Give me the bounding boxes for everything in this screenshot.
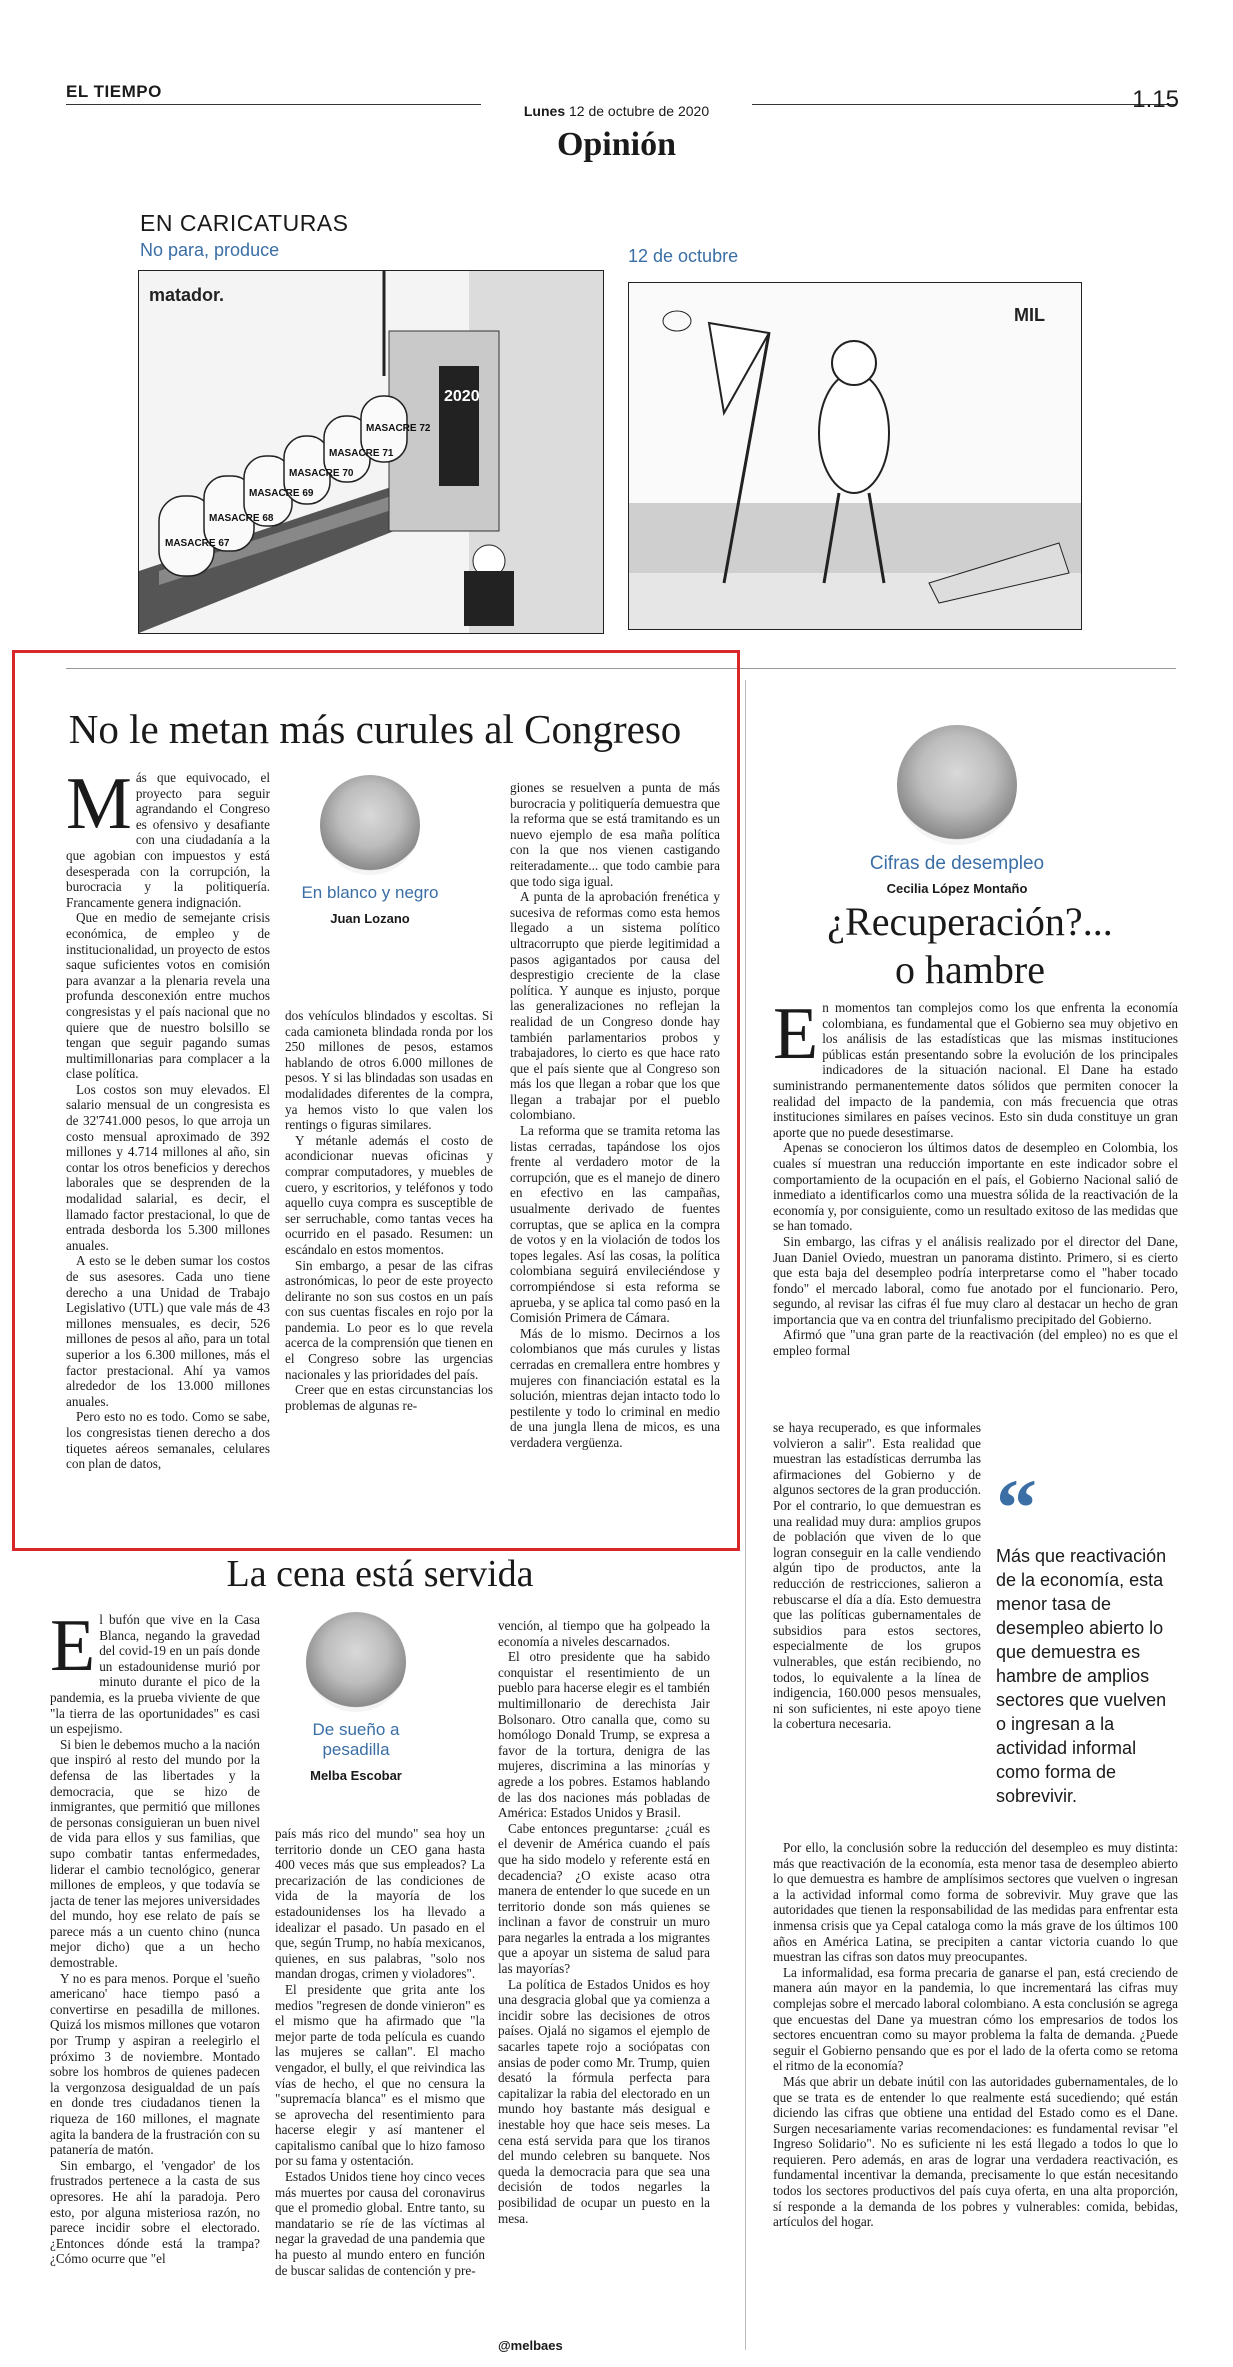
article2-author-photo bbox=[306, 1612, 406, 1712]
dateline bbox=[0, 103, 1233, 119]
article1-author-photo bbox=[320, 775, 420, 875]
article2-headline: La cena está servida bbox=[226, 1553, 534, 1595]
article2-paragraph: Estados Unidos tiene hoy cinco veces más muertes por causa del coronavirus que el promedio global. Entre tanto, su mandatario se ríe de las víctimas al negar la gravedad de una pandemia que ha puesto al mundo entero en función de buscar salidas de contención y pre- bbox=[275, 2169, 485, 2278]
article3-author-photo bbox=[897, 725, 1017, 845]
article2-handle: @melbaes bbox=[498, 2338, 563, 2353]
article1-col1 bbox=[66, 770, 270, 1525]
article2-col1 bbox=[50, 1612, 260, 2350]
article1-paragraph: A esto se le deben sumar los costos de sus asesores. Cada uno tiene derecho a una Unidad de Trabajo Legislativo (UTL) que vale más de 43 millones mensuales, es decir, 526 millones de pesos al año, para un total superior a los 6.300 millones, más el factor prestacional. Ahí ya vamos alrededor de los 13.000 millones anuales. bbox=[66, 1253, 270, 1409]
article2-paragraph: Cabe entonces preguntarse: ¿cuál es el devenir de América cuando el país que ha sido modelo y referente está en decadencia? ¿O existe acaso otra manera de entender lo que sucede en un territorio donde son más quienes se inclinan a favor de construir un muro para negarles la entrada a los migrantes que a apoyar un sistema de salud para las mayorías? bbox=[498, 1820, 710, 1977]
column-divider bbox=[745, 680, 746, 2350]
article1-paragraph: Más de lo mismo. Decirnos a los colombianos que más curules y listas cerradas en cremallera entre hombres y mujeres con financiación estatal es la solución, mientras dejan intacto todo lo pestilente y todo lo criminal en medio de una jungla llena de micos, es una verdadera vergüenza. bbox=[510, 1325, 720, 1450]
dateline-day: Lunes bbox=[523, 103, 566, 119]
masthead: EL TIEMPO bbox=[66, 82, 162, 101]
article1-col3 bbox=[510, 780, 720, 1525]
article1-column-name: En blanco y negro bbox=[301, 883, 439, 902]
article2-author: Melba Escobar bbox=[310, 1768, 402, 1783]
article1-paragraph: giones se resuelven a punta de más burocracia y politiquería demuestra que la reforma que se está tramitando es un nuevo ejemplo de esa maña política con la que nos vienen castigando reiteradamente... que todo cambie para que todo siga igual. bbox=[510, 780, 720, 889]
article2-col3 bbox=[498, 1618, 710, 2332]
article3-dropcap: E bbox=[773, 1000, 819, 1075]
article1-paragraph: Y métanle además el costo de acondicionar nuevas oficinas y comprar computadores, y muebles de cuero, y escritorios, y teléfonos y todo aquello cuya compra es susceptible de ser serruchable, como tantas veces ha ocurrido en el pasado. Resumen: un escándalo en estos momentos. bbox=[285, 1132, 493, 1257]
article2-paragraph: vención, al tiempo que ha golpeado la economía a niveles descarnados. bbox=[498, 1618, 710, 1649]
article1-paragraph: Que en medio de semejante crisis económica, de empleo y de institucionalidad, un proyecto de estos saque suficientes votos en comisión para avanzar a la plenaria revela una profunda desconexión entre muchos congresistas y el país nacional que no quiere que de nuestro bolsillo se tengan que seguir pagando sumas multimillonarias para complacer a la clase política. bbox=[66, 910, 270, 1082]
article1-author-block bbox=[300, 775, 440, 926]
article3-paragraph: se haya recuperado, es que informales volvieron a salir". Esta realidad que muestran las estadísticas derrumba las afirmaciones del Gobierno y de algunos sectores de la gran producción. Por el contrario, lo que demuestran es una realidad muy dura: amplios grupos de población que viven de lo que logran conseguir en la calle vendiendo algún tipo de productos, ante la reducción de restricciones, salieron a rebuscarse el día a día. Esto demuestra que las políticas gubernamentales de subsidios para estos sectores, especialmente de los grupos vulnerables, que están recibiendo, no todos, lo equivalente a la línea de indigencia, 160.000 pesos mensuales, ni son suficientes, ni este apoyo tiene la cobertura necesaria. bbox=[773, 1420, 981, 1732]
article1-author: Juan Lozano bbox=[330, 911, 410, 926]
article1-dropcap: M bbox=[66, 770, 132, 845]
cartoon-left bbox=[138, 270, 604, 634]
article2-author-block bbox=[286, 1612, 426, 1783]
article3-paragraph: La informalidad, esa forma precaria de ganarse el pan, está creciendo de manera aún mayor en la pandemia, lo que incrementará las cifras muy complejas sobre el mercado laboral colombiano. A esta conclusión se agrega que encuestas del Dane ya muestran cómo los empresarios de todos los sectores encuentran como su mayor problema la falta de demanda. ¿Puede seguir el Gobierno pensando que es por el lado de la oferta como se retoma el ritmo de la economía? bbox=[773, 1964, 1178, 2074]
article3-paragraph: Más que abrir un debate inútil con las autoridades gubernamentales, de lo que se trata es de entender lo que realmente está sucediendo; qué están diciendo las cifras que obtiene una entidad del Estado como es el Dane. Surgen necesariamente varias recomendaciones: es fundamental revisar "el Ingreso Solidario". No es suficiente ni les está llegado a todos lo que lo requieren. Pero además, en aras de lograr una verdadera reactivación, es fundamental incentivar la demanda, precisamente lo que están necesitando todos los sectores productivos del país cuya oferta, en una alta proporción, sí responde a la demanda de los pobres y vulnerables: comida, bebidas, artículos del hogar. bbox=[773, 2073, 1178, 2230]
article1-paragraph: ás que equivocado, el proyecto para seguir agrandando el Congreso es ofensivo y desafiante con una ciudadanía a la que agobian con impuestos y está desesperada con la corrupción, la burocracia y la politiquería. Francamente genera indignación. bbox=[66, 770, 270, 910]
article1-paragraph: dos vehículos blindados y escoltas. Si cada camioneta blindada ronda por los 250 millones de pesos, estamos hablando de otros 6.000 millones de pesos. Y si las blindadas son usadas en modalidades diferentes de la compra, ya hemos visto lo que valen los rentings o figuras similares. bbox=[285, 1008, 493, 1133]
article3-body-mid bbox=[773, 1420, 981, 1840]
dateline-date: 12 de octubre de 2020 bbox=[569, 103, 710, 119]
tombstone-69: MASACRE 69 bbox=[249, 488, 314, 499]
article3-headline-line1: ¿Recuperación?... bbox=[827, 899, 1113, 944]
cartoon-year: 2020 bbox=[444, 388, 480, 405]
tombstone-67: MASACRE 67 bbox=[165, 538, 230, 549]
article2-paragraph: El otro presidente que ha sabido conquistar el resentimiento de un pueblo para hacerse elegir es el también multimillonario de derechista Jair Bolsonaro. Otro canalla que, como su homólogo Donald Trump, se expresa a favor de la tortura, denigra de las mujeres, discrimina a las minorías y agrede a los pobres. Estamos hablando de las dos naciones más pobladas de América: Estados Unidos y Brasil. bbox=[498, 1649, 710, 1821]
cartoon-right-drawing bbox=[629, 283, 1081, 629]
article3-headline-line2: o hambre bbox=[895, 947, 1045, 992]
article3-pullquote bbox=[996, 1462, 1174, 1808]
article2-paragraph: Y no es para menos. Porque el 'sueño americano' hace tiempo pasó a convertirse en pesadilla de millones. Quizá los mismos millones que votaron por Trump y aspiran a reelegirlo el próximo 3 de noviembre. Montado sobre los hombros de quienes padecen la vergonzosa desigualdad de un país en donde tres ciudadanos tienen la riqueza de 160 millones, el magnate agita la bandera de la frustración con su patanería de matón. bbox=[50, 1970, 260, 2158]
article1-paragraph: La reforma que se tramita retoma las listas cerradas, tapándose los ojos frente al verdadero motor de la corrupción, que es el manejo de dinero en efectivo en las campañas, usualmente derivado de fuentes corruptas, que se aplica en la compra de votos y en la violación de todos los topes legales. Así las cosas, la política colombiana seguirá envileciéndose y corrompiéndose si esta reforma se aprueba, y se aplica tal como pasó en la Comisión Primera de Cámara. bbox=[510, 1123, 720, 1326]
article3-column-name: Cifras de desempleo bbox=[869, 853, 1045, 874]
article2-paragraph: La política de Estados Unidos es hoy una desgracia global que ya comienza a incidir sobre las decisiones de otros países. Ojalá no sigamos el ejemplo de sacarles tapete rojo a sociópatas con ansias de poder como Mr. Trump, quien desató la fórmula perfecta para capitalizar la rabia del electorado en un mundo hoy bastante más desigual e inestable hoy que hace seis meses. La cena está servida para que los tiranos del mundo celebren su banquete. Nos queda la democracia para que sea una decisión de todos negarles la posibilidad de ocupar un puesto en la mesa. bbox=[498, 1976, 710, 2226]
article1-headline: No le metan más curules al Congreso bbox=[68, 706, 682, 752]
article3-author: Cecilia López Montaño bbox=[886, 881, 1028, 896]
tombstone-68: MASACRE 68 bbox=[209, 513, 274, 524]
article2-col2 bbox=[275, 1826, 485, 2350]
cartoon-left-signature: matador. bbox=[149, 285, 225, 305]
article1-paragraph: Sin embargo, a pesar de las cifras astronómicas, lo peor de este proyecto delirante no son sus costos en un país con sus cuentas fiscales en rojo por la pandemia. Lo peor es lo que revela acerca de la comprensión que tienen en el Congreso sobre las urgencias nacionales y las prioridades del país. bbox=[285, 1257, 493, 1382]
article3-body-bottom bbox=[773, 1840, 1178, 2350]
article2-paragraph: Si bien le debemos mucho a la nación que inspiró al resto del mundo por la defensa de las libertades y la democracia, que se hizo de inmigrantes, que permitió que millones de personas consiguieran un buen nivel de vida para ellos y sus familias, que supo combatir tantas enfermedades, liderar el cambio tecnológico, generar millones de empleos, y que todavía se jacta de tener las mejores universidades del mundo, hoy ese relato de país se parece más a un cuento chino (nunca mejor dicho) que a un hecho demostrable. bbox=[50, 1736, 260, 1971]
article1-col2 bbox=[285, 1008, 493, 1523]
article3-paragraph: Sin embargo, las cifras y el análisis realizado por el director del Dane, Juan Daniel Oviedo, muestran un panorama distinto. Primero, si es cierto que esta baja del desempleo podría interpretarse como el "haber tocado fondo" el mercado laboral, como fue anotado por el funcionario. Pero, segundo, al revisar las cifras él fue muy claro al destacar un hecho de gran importancia que va en contra del triunfalismo precipitado del Gobierno. bbox=[773, 1233, 1178, 1327]
cartoons-heading: EN CARICATURAS bbox=[140, 210, 349, 236]
article1-paragraph: Pero esto no es todo. Como se sabe, los congresistas tienen derecho a dos tiquetes aéreos semanales, celulares con plan de datos, bbox=[66, 1409, 270, 1472]
article3-paragraph: n momentos tan complejos como los que enfrenta la economía colombiana, es fundamental que el Gobierno sea muy objetivo en los análisis de las estadísticas que las mismas instituciones públicas están presentando sobre la evolución de los principales indicadores de la situación nacional. El Dane ha estado suministrando permanentemente datos sólidos que permiten conocer la realidad del impacto de la pandemia, con más frecuencia que otras instituciones similares en países vecinos. Esto sin duda constituye un gran aporte que no puede desestimarse. bbox=[773, 1000, 1178, 1140]
article2-paragraph: El presidente que grita ante los medios "regresen de donde vinieron" es el mismo que ha afirmado que "la mejor parte de toda película es cuando las mujeres se callan". El macho vengador, el bully, el que reivindica las vías de hecho, el que no censura la "supremacía blanca" es el mismo que se aprovecha del resentimiento para hacerse elegir y así mantener el capitalismo caníbal que lo hizo famoso por su fama y ostentación. bbox=[275, 1981, 485, 2169]
cartoon-left-drawing bbox=[139, 271, 603, 633]
article1-paragraph: Los costos son muy elevados. El salario mensual de un congresista es de 32'741.000 pesos, lo que arroja un costo mensual aproximado de 392 millones y 4.714 millones al año, sin contar los otros beneficios y derechos laborales que se desprenden de la modalidad salarial, es decir, el llamado factor prestacional, lo que de entrada desborda los 5.300 millones anuales. bbox=[66, 1081, 270, 1253]
article3-paragraph: Apenas se conocieron los últimos datos de desempleo en Colombia, los cuales sí muestran una reducción importante en este indicador sobre el comportamiento de la ocupación en el país, el Gobierno Nacional salió de inmediato a identificarlos como una muestra sólida de la reactivación de la economía y, por consiguiente, como un resultado exitoso de las medidas que se han tomado. bbox=[773, 1140, 1178, 1234]
article3-paragraph: Por ello, la conclusión sobre la reducción del desempleo es muy distinta: más que reactivación de la economía, esta menor tasa de desempleo abierto lo que demuestra es hambre de amplísimos sectores que vuelven o ingresan a la actividad informal como forma de sobrevivir. Muy grave que las autoridades que tienen la responsabilidad de las medidas para enfrentar esta inmensa crisis que ya Cepal cataloga como la más grave de los últimos 100 años en América Latina, se precipiten a cantar victoria cuando lo que muestran las cifras son datos muy preocupantes. bbox=[773, 1840, 1178, 1965]
cartoon-right-signature: MIL bbox=[1014, 305, 1045, 325]
article3-body-top bbox=[773, 1000, 1178, 1420]
header-rule-right bbox=[752, 104, 1177, 105]
pullquote-text: Más que reactivación de la economía, esta menor tasa de desempleo abierto lo que demuestra es hambre de amplios sectores que vuelven o ingresan a la actividad informal como forma de sobrevivir. bbox=[996, 1546, 1167, 1806]
article2-dropcap: E bbox=[50, 1612, 96, 1687]
tombstone-70: MASACRE 70 bbox=[289, 468, 354, 479]
article2-paragraph: país más rico del mundo" sea hoy un territorio donde un CEO gana hasta 400 veces más que sus empleados? La precarización de las condiciones de vida de la mayoría de los estadounidenses los ha llevado a idealizar el pasado. Un pasado en el que, según Trump, no había mexicanos, quienes, en sus palabras, "solo nos mandan drogas, crimen y violadores". bbox=[275, 1826, 485, 1982]
article3-headline bbox=[760, 898, 1180, 994]
article2-paragraph: Sin embargo, el 'vengador' de los frustrados pertenece a la casta de sus opresores. He ahí la paradoja. Pero esto, por alguna misteriosa razón, no parece incidir sobre el electorado. ¿Entonces dónde está la trampa? ¿Cómo ocurre que "el bbox=[50, 2157, 260, 2267]
cartoon-right-caption: 12 de octubre bbox=[628, 246, 739, 266]
cartoon-left-caption: No para, produce bbox=[140, 240, 280, 260]
tombstone-71: MASACRE 71 bbox=[329, 448, 394, 459]
section-title: Opinión bbox=[556, 126, 677, 163]
tombstone-72: MASACRE 72 bbox=[366, 423, 431, 434]
pullquote-mark-icon: “ bbox=[996, 1462, 1037, 1553]
article1-paragraph: A punta de la aprobación frenética y sucesiva de reformas como esta hemos llegado a un sistema político ultracorrupto que pierde legitimidad a pasos agigantados por causa del desprestigio creciente de la clase política. Y aunque es injusto, porque las generalizaciones no reflejan la realidad de un Congreso donde hay también parlamentarios probos y trabajadores, lo cierto es que hace rato que el país siente que al Congreso son más los que llegan a robar que los que llegan a trabajar por el pueblo colombiano. bbox=[510, 889, 720, 1123]
cartoon-right bbox=[628, 282, 1082, 630]
page-number: 1.15 bbox=[1132, 86, 1179, 113]
article2-column-name: De sueño a pesadilla bbox=[312, 1720, 400, 1759]
article1-paragraph: Creer que en estas circunstancias los problemas de algunas re- bbox=[285, 1382, 493, 1413]
article3-paragraph: Afirmó que "una gran parte de la reactivación (del empleo) no es que el empleo formal bbox=[773, 1327, 1178, 1359]
article3-author-block bbox=[862, 725, 1052, 896]
article2-paragraph: l bufón que vive en la Casa Blanca, negando la gravedad del covid-19 en un país donde un estadounidense murió por minuto durante el pico de la pandemia, es la prueba viviente de que "la tierra de las oportunidades" es casi un espejismo. bbox=[50, 1612, 260, 1737]
